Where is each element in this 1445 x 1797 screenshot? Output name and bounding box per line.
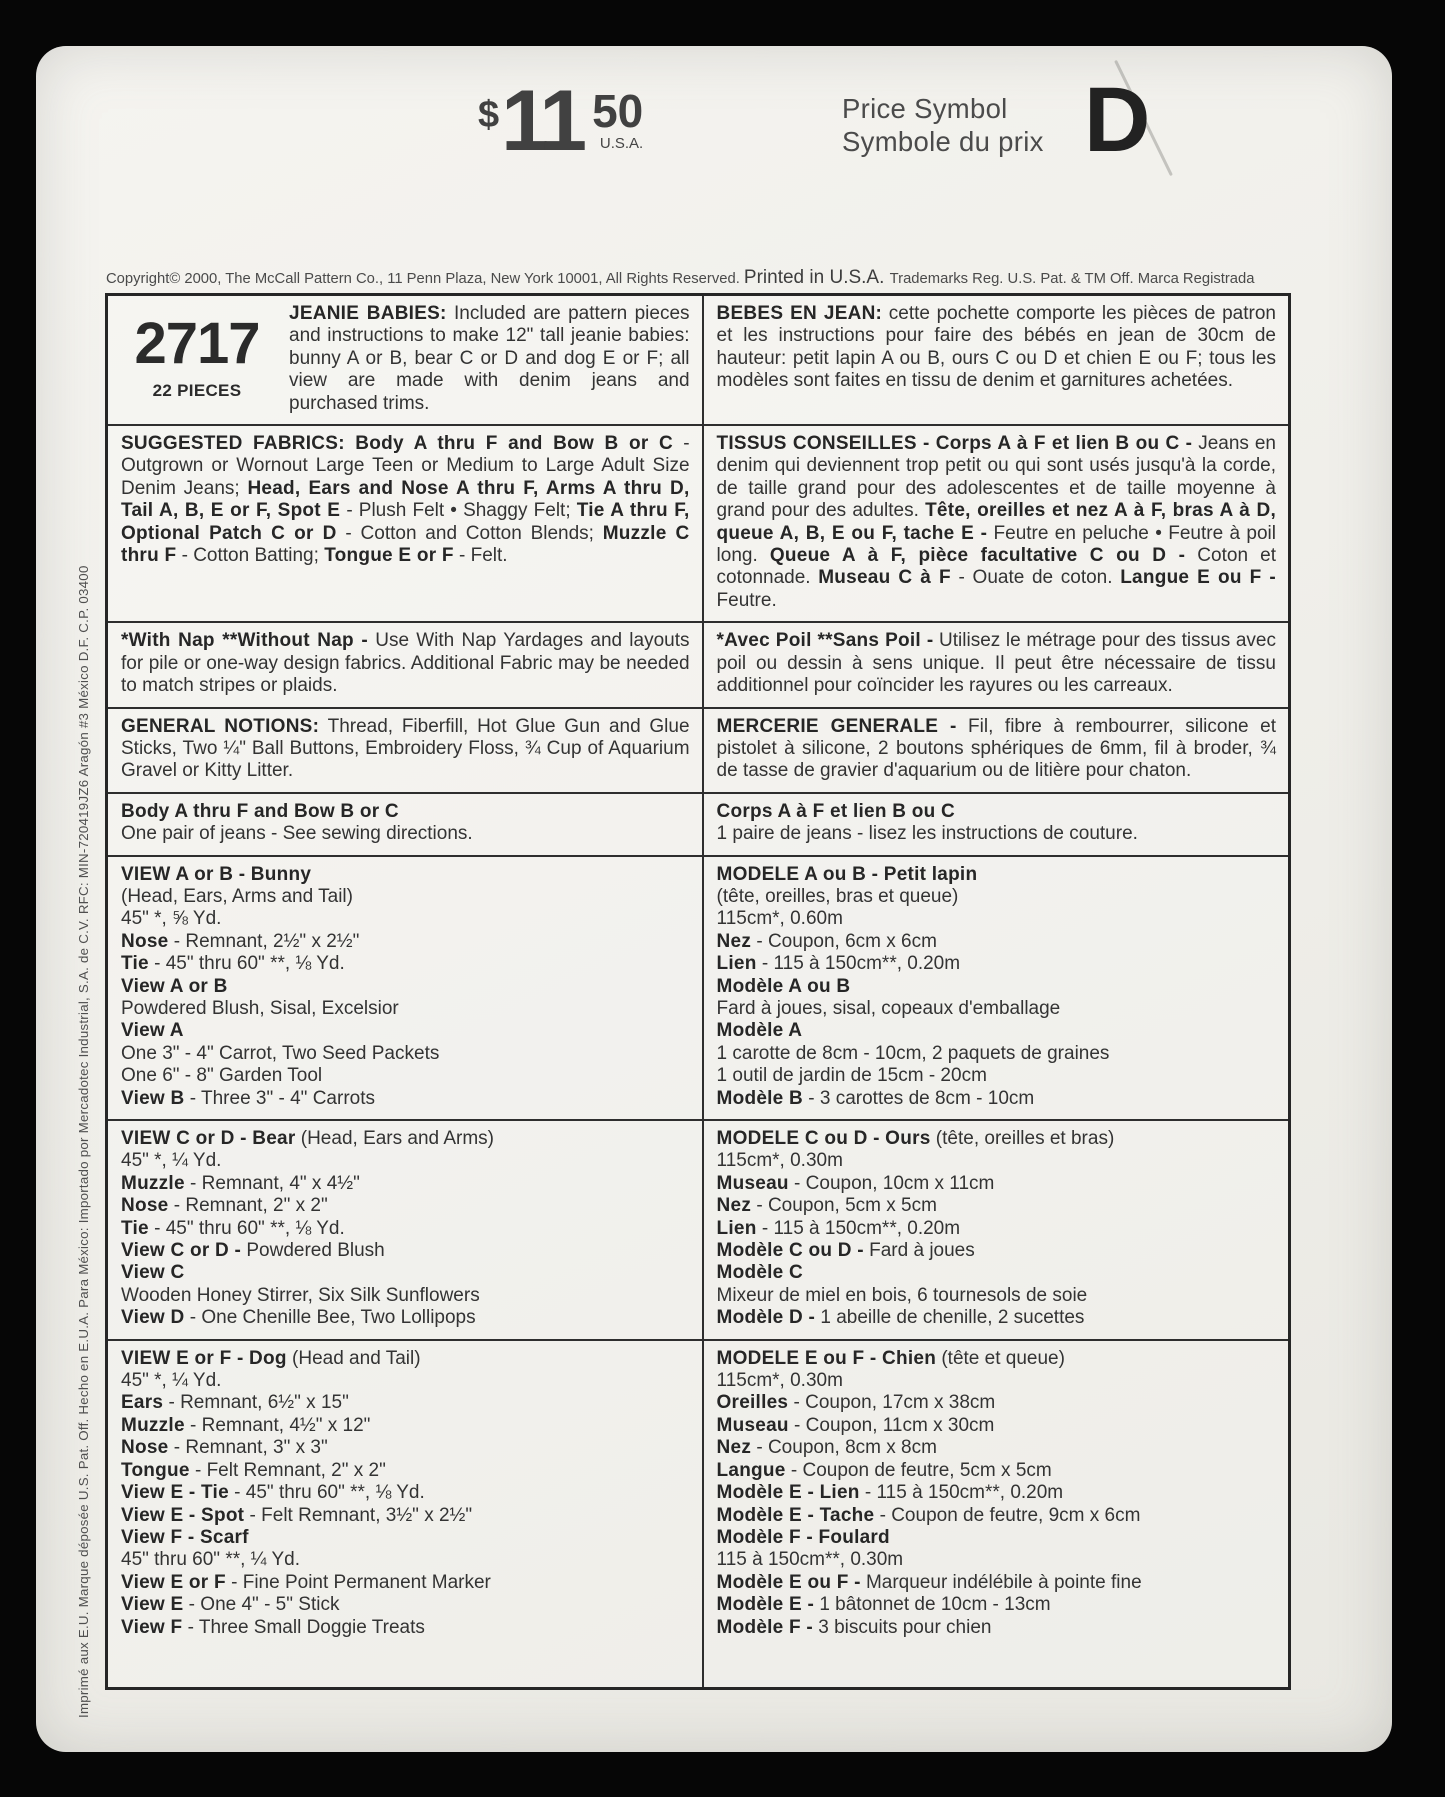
price-symbol-letter: D [1084, 69, 1151, 171]
text-segment: 1 paire de jeans - lisez les instructions de couture. [716, 823, 1138, 845]
paragraph [121, 433, 690, 567]
text-line [717, 823, 1276, 845]
text-segment: - Remnant, 2" x 2" [168, 1195, 328, 1217]
text-line [121, 1307, 690, 1329]
text-segment: - Coupon, 5cm x 5cm [751, 1195, 937, 1217]
table-row-7 [108, 1121, 1288, 1341]
text-line [121, 953, 690, 975]
text-segment: 45" thru 60" **, ¼ Yd. [121, 1549, 300, 1571]
text-segment: Modèle E - Tache [716, 1504, 875, 1526]
table-row-1 [108, 296, 1288, 426]
text-line [717, 1348, 1276, 1370]
copyright-line [106, 267, 1366, 289]
text-segment: 45" *, ¼ Yd. [121, 1150, 222, 1172]
text-line [121, 1150, 690, 1172]
text-segment: View F [121, 1616, 183, 1638]
text-segment: Feutre. [716, 589, 777, 611]
text-line [717, 886, 1276, 908]
text-line [717, 1065, 1276, 1087]
text-segment: Modèle E - Lien [716, 1482, 860, 1504]
paragraph [717, 630, 1276, 697]
text-segment: Thread, Fiberfill, Hot Glue Gun and Glue Sticks, Two ¼" Ball Buttons, Embroidery Floss, ¾ Cup of Aquarium Gravel or Kitty Litter. [121, 715, 690, 782]
side-imprint-text: Imprimé aux E.U. Marque déposée U.S. Pat. Off. Hecho en E.U.A. Para México: Importado por Mercadotec Industrial, S.A. de C.V. RFC: MIN-720419JZ6 Aragón #3 México D.F. C.P. 03400 [76, 565, 91, 1718]
text-line [717, 1307, 1276, 1329]
text-line [717, 953, 1276, 975]
text-segment: Tie A thru F, Optional Patch C or D [121, 500, 690, 544]
text-line [717, 1218, 1276, 1240]
text-segment: TISSUS CONSEILLES - Corps A à F et lien B ou C - [716, 433, 1193, 455]
text-segment: - Remnant, 3" x 3" [168, 1437, 328, 1459]
text-segment: Modèle F - Foulard [716, 1526, 890, 1548]
paragraph [717, 433, 1276, 612]
text-line [717, 1020, 1276, 1042]
text-line [121, 801, 690, 823]
text-segment: Modèle F - [716, 1616, 813, 1638]
text-line [121, 1262, 690, 1284]
table-row-8 [108, 1341, 1288, 1687]
text-segment: Nose [121, 930, 169, 952]
text-line [121, 823, 690, 845]
pieces-count: 22 PIECES [152, 381, 242, 400]
price-cents-block [592, 85, 644, 157]
text-segment: - 45" thru 60" **, ⅛ Yd. [148, 953, 345, 975]
paragraph [121, 716, 690, 783]
text-segment: Tie [121, 953, 149, 975]
text-segment: - Coupon, 11cm x 30cm [788, 1414, 995, 1436]
text-line [717, 864, 1276, 886]
text-segment: Mixeur de miel en bois, 6 tournesols de soie [716, 1284, 1088, 1306]
pattern-number: 2717 [134, 311, 260, 376]
text-segment: Corps A à F et lien B ou C [716, 800, 955, 822]
text-line [121, 886, 690, 908]
text-segment: Museau C à F [818, 567, 951, 589]
text-segment: 115cm*, 0.60m [716, 908, 843, 930]
text-line [717, 1392, 1276, 1414]
text-segment: JEANIE BABIES: [289, 303, 447, 324]
text-segment: Modèle D - [716, 1307, 816, 1329]
text-segment: - Felt. [453, 545, 508, 567]
text-segment: View E or F [121, 1571, 226, 1593]
text-segment: - Felt Remnant, 3½" x 2½" [244, 1504, 473, 1526]
text-line [121, 864, 690, 886]
pattern-envelope-back [36, 46, 1392, 1752]
text-segment: Nez [716, 930, 752, 952]
text-segment: *Avec Poil **Sans Poil - [716, 630, 934, 652]
text-segment: Feutre en peluche • Feutre à poil long. [716, 522, 1276, 567]
text-segment: 115 à 150cm**, 0.30m [716, 1549, 904, 1571]
text-segment: - Three Small Doggie Treats [182, 1616, 425, 1638]
text-segment: View A [121, 1020, 184, 1042]
text-segment: - Coupon, 17cm x 38cm [788, 1392, 996, 1414]
price-block [478, 73, 644, 169]
text-segment: - One Chenille Bee, Two Lollipops [184, 1307, 476, 1329]
text-line [121, 1527, 690, 1549]
text-segment: Modèle E - [716, 1594, 815, 1616]
price-symbol-label-fr: Symbole du prix [842, 126, 1044, 157]
paragraph [717, 303, 1276, 393]
text-segment: VIEW E or F - Dog [121, 1347, 287, 1369]
table-row-4 [108, 709, 1288, 794]
text-line [121, 998, 690, 1020]
text-line [717, 1460, 1276, 1482]
content-table [105, 293, 1291, 1690]
text-segment: (tête, oreilles, bras et queue) [716, 885, 959, 907]
text-line [121, 1195, 690, 1217]
text-line [121, 1240, 690, 1262]
text-segment: - Coupon, 10cm x 11cm [788, 1172, 995, 1194]
text-line [121, 1370, 690, 1392]
text-segment: Nose [121, 1437, 169, 1459]
text-line [717, 1527, 1276, 1549]
text-segment: Powdered Blush [241, 1240, 385, 1262]
text-segment: Utilisez le métrage pour des tissus avec poil ou dessin à sens unique. Il peut être nécessaire de tissu additionnel pour coïncider les rayures ou les carreaux. [716, 630, 1276, 697]
text-segment: - Remnant, 6½" x 15" [163, 1392, 349, 1414]
text-line [717, 1415, 1276, 1437]
text-segment: (Head, Ears, Arms and Tail) [121, 885, 353, 907]
text-segment: - One 4" - 5" Stick [183, 1594, 340, 1616]
text-segment: View A or B [121, 975, 228, 997]
text-line [121, 1617, 690, 1639]
text-line [121, 1460, 690, 1482]
table-row-3 [108, 623, 1288, 708]
text-segment: Included are pattern pieces and instructions to make 12" tall jeanie babies: bunny A or B, bear C or D and dog E or F; all view are made with denim jeans and purchased trims. [289, 303, 690, 414]
text-segment: Head, Ears and Nose A thru F, Arms A thru D, Tail A, B, E or F, Spot E [121, 477, 690, 522]
text-line [717, 1240, 1276, 1262]
text-line [121, 931, 690, 953]
text-line [717, 1549, 1276, 1571]
text-segment: BEBES EN JEAN: [716, 303, 883, 324]
text-segment: - Fine Point Permanent Marker [225, 1571, 491, 1593]
price-region: U.S.A. [599, 135, 644, 153]
price-symbol-label-en: Price Symbol [842, 93, 1008, 124]
cell-en-section-5 [108, 794, 702, 855]
text-line [717, 801, 1276, 823]
text-segment: - Plush Felt • Shaggy Felt; [340, 500, 577, 522]
text-line [121, 908, 690, 930]
price-symbol-label [842, 92, 1044, 158]
text-line [121, 1482, 690, 1504]
text-segment: 115cm*, 0.30m [716, 1370, 843, 1392]
text-segment: (tête, oreilles et bras) [930, 1128, 1115, 1149]
text-segment: View C or D - [121, 1240, 242, 1262]
text-segment: - Felt Remnant, 2" x 2" [189, 1459, 386, 1481]
text-segment: MODELE E ou F - Chien [716, 1347, 937, 1369]
text-segment: - Outgrown or Wornout Large Teen or Medium to Large Adult Size Denim Jeans; [121, 433, 690, 499]
text-line [121, 1572, 690, 1594]
text-segment: Marqueur indélébile à pointe fine [860, 1571, 1142, 1593]
text-line [717, 931, 1276, 953]
text-segment: - Cotton Batting; [176, 545, 325, 567]
text-segment: Modèle C ou D - [716, 1240, 864, 1262]
text-line [717, 1370, 1276, 1392]
text-line [717, 1285, 1276, 1307]
table-row-5 [108, 794, 1288, 857]
text-segment: Nose [121, 1195, 169, 1217]
text-line [717, 1128, 1276, 1150]
text-segment: 45" *, ¼ Yd. [121, 1370, 222, 1392]
text-line [121, 976, 690, 998]
text-segment: 1 abeille de chenille, 2 sucettes [815, 1307, 1085, 1329]
text-segment: Wooden Honey Stirrer, Six Silk Sunflowers [121, 1284, 480, 1306]
text-segment: Queue A à F, pièce facultative C ou D - [769, 545, 1186, 567]
text-segment: Modèle A [716, 1020, 803, 1042]
text-segment: View E - Tie [121, 1482, 229, 1504]
text-segment: - Three 3" - 4" Carrots [184, 1087, 375, 1109]
text-segment: Modèle C [716, 1262, 803, 1284]
text-segment: Coton et cotonnade. [716, 545, 1276, 589]
cell-fr-section-3 [702, 623, 1288, 706]
text-segment: - 45" thru 60" **, ⅛ Yd. [148, 1217, 345, 1239]
text-segment: - Cotton and Cotton Blends; [336, 522, 603, 544]
text-line [121, 1505, 690, 1527]
text-segment: 1 outil de jardin de 15cm - 20cm [716, 1065, 987, 1087]
text-segment: Ears [121, 1392, 164, 1414]
text-line [121, 1437, 690, 1459]
text-line [121, 1415, 690, 1437]
text-segment: Tête, oreilles et nez A à F, bras A à D, queue A, B, E ou F, tache E - [716, 500, 1276, 544]
table-row-2 [108, 426, 1288, 623]
cell-en-section-3 [108, 623, 702, 706]
paragraph [717, 716, 1276, 783]
text-line [121, 1549, 690, 1571]
text-segment: (Head and Tail) [286, 1347, 421, 1369]
text-line [121, 1173, 690, 1195]
paragraph [121, 630, 690, 697]
text-line [717, 1043, 1276, 1065]
text-segment: Use With Nap Yardages and layouts for pile or one-way design fabrics. Additional Fabric may be needed to match stripes or plaids. [121, 630, 690, 697]
text-segment: (tête et queue) [936, 1347, 1065, 1369]
text-segment: Museau [716, 1172, 789, 1194]
currency-symbol: $ [478, 94, 500, 136]
text-line [717, 1195, 1276, 1217]
text-segment: cette pochette comporte les pièces de patron et les instructions pour faire des bébés en jean de 30cm de hauteur: petit lapin A ou B, ours C ou D et chien E ou F; tous les modèles sont faites en tissu de denim et garnitures achetées. [716, 303, 1276, 392]
text-line [717, 998, 1276, 1020]
text-segment: - 45" thru 60" **, ⅛ Yd. [228, 1482, 425, 1504]
text-segment: - Coupon de feutre, 5cm x 5cm [785, 1459, 1052, 1481]
text-segment: One pair of jeans - See sewing directions. [121, 823, 473, 845]
text-segment: Modèle E ou F - [716, 1571, 861, 1593]
text-segment: 3 biscuits pour chien [812, 1616, 992, 1638]
cell-fr-section-1 [702, 296, 1288, 424]
text-segment: Museau [716, 1414, 789, 1436]
text-segment: Lien [716, 953, 757, 975]
text-segment: Nez [716, 1195, 752, 1217]
text-segment: - 115 à 150cm**, 0.20m [756, 953, 961, 975]
text-segment: One 6" - 8" Garden Tool [121, 1065, 323, 1087]
text-line [717, 1594, 1276, 1616]
text-segment: Jeans en denim qui deviennent trop petit ou qui sont usés jusqu'à la corde, de taille grand pour des adolescentes et de taille moyenne à grand pour des adultes. [716, 433, 1276, 522]
copyright-text: Copyright© 2000, The McCall Pattern Co., 11 Penn Plaza, New York 10001, All Rights Reserved. [106, 271, 744, 287]
text-segment: Lien [716, 1217, 757, 1239]
text-line [121, 1392, 690, 1414]
paragraph [289, 303, 690, 415]
text-segment: Body A thru F and Bow B or C [121, 800, 399, 822]
cell-en-section-1 [108, 296, 702, 424]
text-segment: Langue [716, 1459, 786, 1481]
cell-fr-section-6 [702, 857, 1288, 1119]
text-line [121, 1594, 690, 1616]
text-line [717, 1505, 1276, 1527]
text-line [121, 1348, 690, 1370]
text-segment: View E - Spot [121, 1504, 245, 1526]
text-segment: 115cm*, 0.30m [716, 1150, 843, 1172]
table-row-6 [108, 857, 1288, 1121]
text-line [717, 976, 1276, 998]
text-segment: Powdered Blush, Sisal, Excelsior [121, 997, 399, 1019]
text-segment: Fil, fibre à rembourrer, silicone et pistolet à silicone, 2 boutons sphériques de 6mm, fil à broder, ¾ de tasse de gravier d'aquarium ou de litière pour chaton. [716, 715, 1276, 782]
text-segment: - Remnant, 4½" x 12" [184, 1414, 371, 1436]
cell-fr-section-8 [702, 1341, 1288, 1687]
text-line [121, 1128, 690, 1150]
text-line [121, 1088, 690, 1110]
text-line [717, 1150, 1276, 1172]
cell-en-section-7 [108, 1121, 702, 1339]
cell-en-section-4 [108, 709, 702, 792]
cell-fr-section-4 [702, 709, 1288, 792]
text-segment: View B [121, 1087, 185, 1109]
text-segment: Nez [716, 1437, 752, 1459]
cell-fr-section-5 [702, 794, 1288, 855]
text-line [717, 1088, 1276, 1110]
text-segment: 1 carotte de 8cm - 10cm, 2 paquets de graines [716, 1042, 1110, 1064]
text-segment: Oreilles [716, 1392, 789, 1414]
cell-en-section-8 [108, 1341, 702, 1687]
text-line [717, 1482, 1276, 1504]
text-segment: Muzzle C thru F [121, 522, 690, 567]
text-segment: 45" *, ⅝ Yd. [121, 908, 222, 930]
text-segment: MODELE C ou D - Ours [716, 1128, 931, 1149]
text-line [121, 1065, 690, 1087]
text-segment: VIEW A or B - Bunny [121, 863, 312, 885]
trademarks-text: Trademarks Reg. U.S. Pat. & TM Off. Marca Registrada [889, 271, 1255, 287]
cell-fr-section-2 [702, 426, 1288, 621]
text-segment: - Remnant, 4" x 4½" [184, 1172, 360, 1194]
text-segment: Tongue [121, 1459, 190, 1481]
text-segment: View E [121, 1594, 184, 1616]
text-segment: - Coupon, 8cm x 8cm [751, 1437, 937, 1459]
text-segment: - 115 à 150cm**, 0.20m [756, 1217, 961, 1239]
cell-fr-section-7 [702, 1121, 1288, 1339]
text-segment: - 3 carottes de 8cm - 10cm [802, 1087, 1035, 1109]
text-segment: Tie [121, 1217, 149, 1239]
text-segment: SUGGESTED FABRICS: Body A thru F and Bow B or C [121, 433, 673, 455]
text-line [121, 1020, 690, 1042]
text-segment: MERCERIE GENERALE - [716, 715, 957, 737]
pattern-number-box [121, 303, 273, 415]
text-segment: (Head, Ears and Arms) [295, 1128, 495, 1149]
text-segment: - 115 à 150cm**, 0.20m [859, 1482, 1064, 1504]
text-line [121, 1218, 690, 1240]
text-line [717, 1173, 1276, 1195]
text-line [717, 1572, 1276, 1594]
text-segment: VIEW C or D - Bear [121, 1128, 296, 1149]
text-line [717, 1437, 1276, 1459]
text-segment: Fard à joues [863, 1240, 975, 1262]
text-segment: Modèle B [716, 1087, 803, 1109]
text-segment: MODELE A ou B - Petit lapin [716, 863, 978, 885]
text-line [717, 1262, 1276, 1284]
text-segment: View C [121, 1262, 185, 1284]
printed-in-usa-text: Printed in U.S.A. [743, 267, 890, 288]
price-cents: 50 [592, 85, 644, 137]
cell-en-section-2 [108, 426, 702, 621]
text-line [121, 1043, 690, 1065]
text-segment: - Ouate de coton. [950, 567, 1121, 589]
text-segment: Tongue E or F [324, 545, 454, 567]
text-segment: *With Nap **Without Nap - [121, 630, 368, 652]
text-segment: Modèle A ou B [716, 975, 851, 997]
text-segment: - Coupon, 6cm x 6cm [751, 930, 937, 952]
text-segment: View D [121, 1307, 185, 1329]
text-segment: View F - Scarf [121, 1526, 249, 1548]
text-segment: Muzzle [121, 1414, 185, 1436]
text-line [717, 1617, 1276, 1639]
cell-en-section-6 [108, 857, 702, 1119]
text-segment: Muzzle [121, 1172, 185, 1194]
text-segment: Fard à joues, sisal, copeaux d'emballage [716, 997, 1061, 1019]
text-segment: Langue E ou F - [1120, 567, 1276, 589]
text-segment: - Coupon de feutre, 9cm x 6cm [874, 1504, 1141, 1526]
intro-text [289, 303, 690, 415]
text-segment: 1 bâtonnet de 10cm - 13cm [814, 1594, 1051, 1616]
text-segment: - Remnant, 2½" x 2½" [168, 930, 360, 952]
text-segment: One 3" - 4" Carrot, Two Seed Packets [121, 1042, 440, 1064]
price-dollars: 11 [501, 73, 583, 169]
text-line [121, 1285, 690, 1307]
text-line [717, 908, 1276, 930]
text-segment: GENERAL NOTIONS: [121, 715, 320, 737]
